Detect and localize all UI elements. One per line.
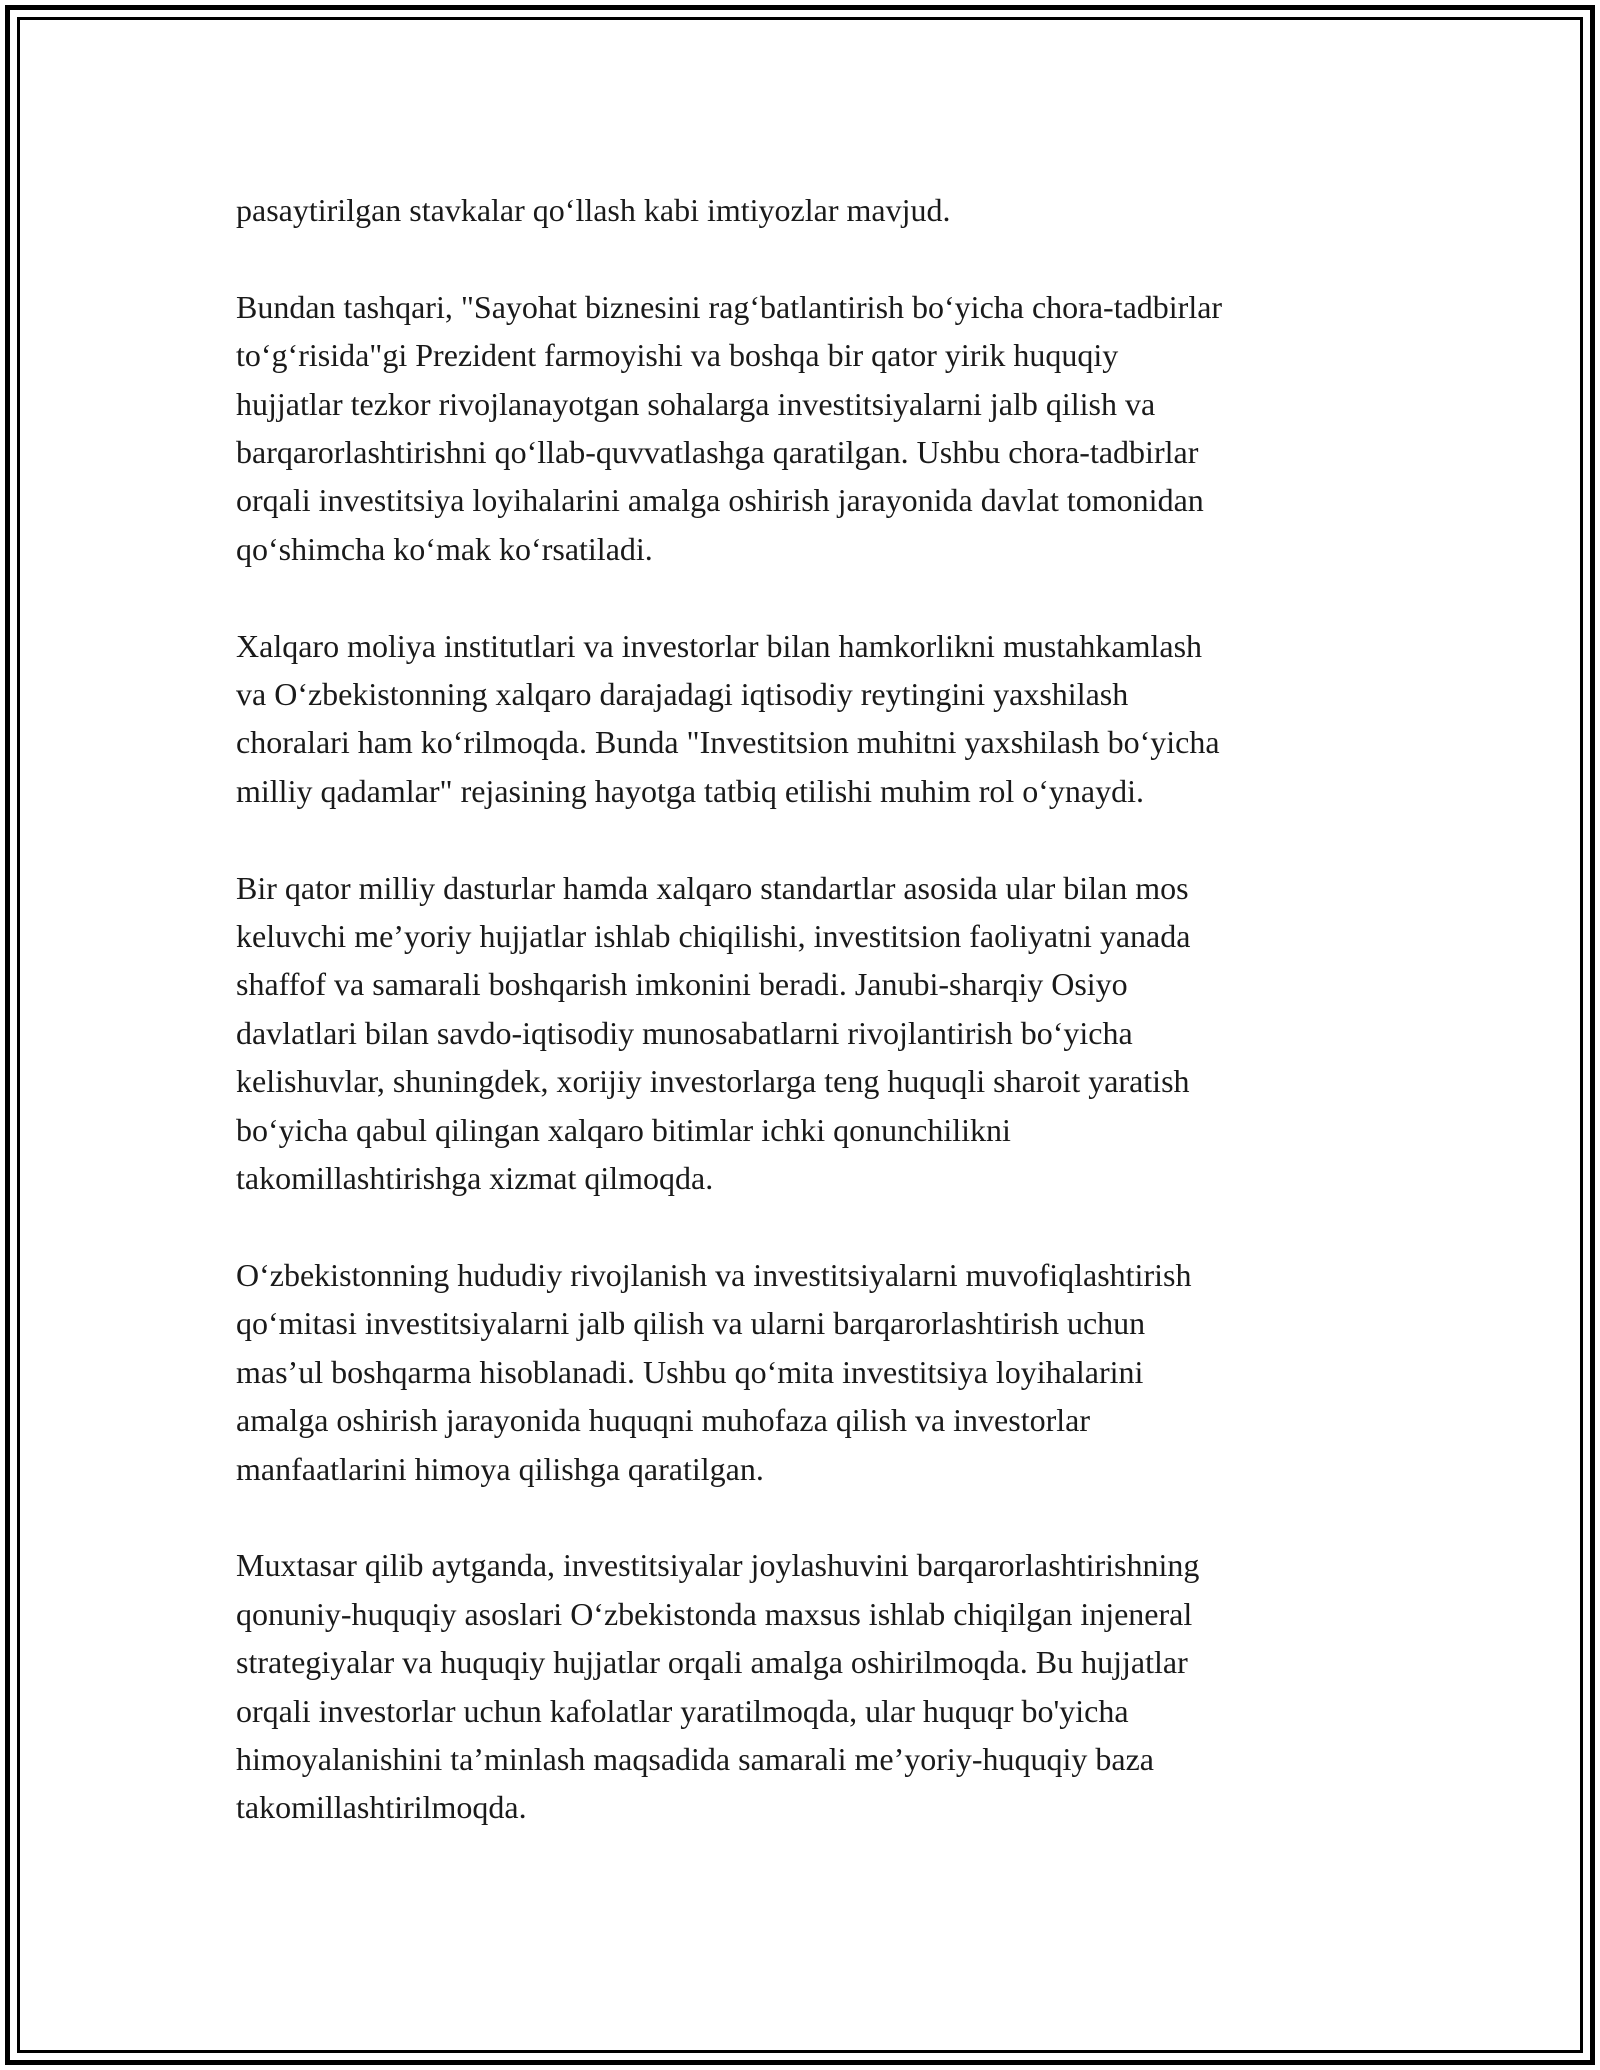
paragraph-national-programs: Bir qator milliy dasturlar hamda xalqaro standartlar asosida ular bilan mos keluvchi me’yoriy hujjatlar ishlab chiqilishi, investitsion faoliyatni yanada shaffof va samarali boshqarish imkonini beradi. Janubi-sharqiy Osiyo davlatlari bilan savdo-iqtisodiy munosabatlarni rivojlantirish bo‘yicha kelishuvlar, shuningdek, xorijiy investorlarga teng huquqli sharoit yaratish bo‘yicha qabul qilingan xalqaro bitimlar ichki qonunchilikni takomillashtirishga xizmat qilmoqda. <box>236 869 1191 1197</box>
document-body <box>236 186 1376 1880</box>
paragraph-presidential-decree: Bundan tashqari, "Sayohat biznesini rag‘batlantirish bo‘yicha chora-tadbirlar to‘g‘risida"gi Prezident farmoyishi va boshqa bir qator yirik huquqiy hujjatlar tezkor rivojlanayotgan sohalarga investitsiyalarni jalb qilish va barqarorlashtirishni qo‘llab-quvvatlashga qaratilgan. Ushbu chora-tadbirlar orqali investitsiya loyihalarini amalga oshirish jarayonida davlat tomonidan qo‘shimcha ko‘mak ko‘rsatiladi. <box>236 288 1223 567</box>
paragraph-conclusion: Muxtasar qilib aytganda, investitsiyalar joylashuvini barqarorlashtirishning qonuniy-huquqiy asoslari O‘zbekistonda maxsus ishlab chiqilgan injeneral strategiyalar va huquqiy hujjatlar orqali amalga oshirilmoqda. Bu hujjatlar orqali investorlar uchun kafolatlar yaratilmoqda, ular huquqr bo'yicha himoyalanishini ta’minlash maqsadida samarali me’yoriy-huquqiy baza takomillashtirilmoqda. <box>236 1547 1200 1826</box>
paragraph-international-cooperation: Xalqaro moliya institutlari va investorlar bilan hamkorlikni mustahkamlash va O‘zbekistonning xalqaro darajadagi iqtisodiy reytingini yaxshilash choralari ham ko‘rilmoqda. Bunda "Investitsion muhitni yaxshilash bo‘yicha milliy qadamlar" rejasining hayotga tatbiq etilishi muhim rol o‘ynaydi. <box>236 627 1220 809</box>
paragraph-committee: O‘zbekistonning hududiy rivojlanish va investitsiyalarni muvofiqlashtirish qo‘mitasi investitsiyalarni jalb qilish va ularni barqarorlashtirish uchun mas’ul boshqarma hisoblanadi. Ushbu qo‘mita investitsiya loyihalarini amalga oshirish jarayonida huquqni muhofaza qilish va investorlar manfaatlarini himoya qilishga qaratilgan. <box>236 1256 1192 1487</box>
paragraph-intro: pasaytirilgan stavkalar qo‘llash kabi imtiyozlar mavjud. <box>236 192 951 228</box>
